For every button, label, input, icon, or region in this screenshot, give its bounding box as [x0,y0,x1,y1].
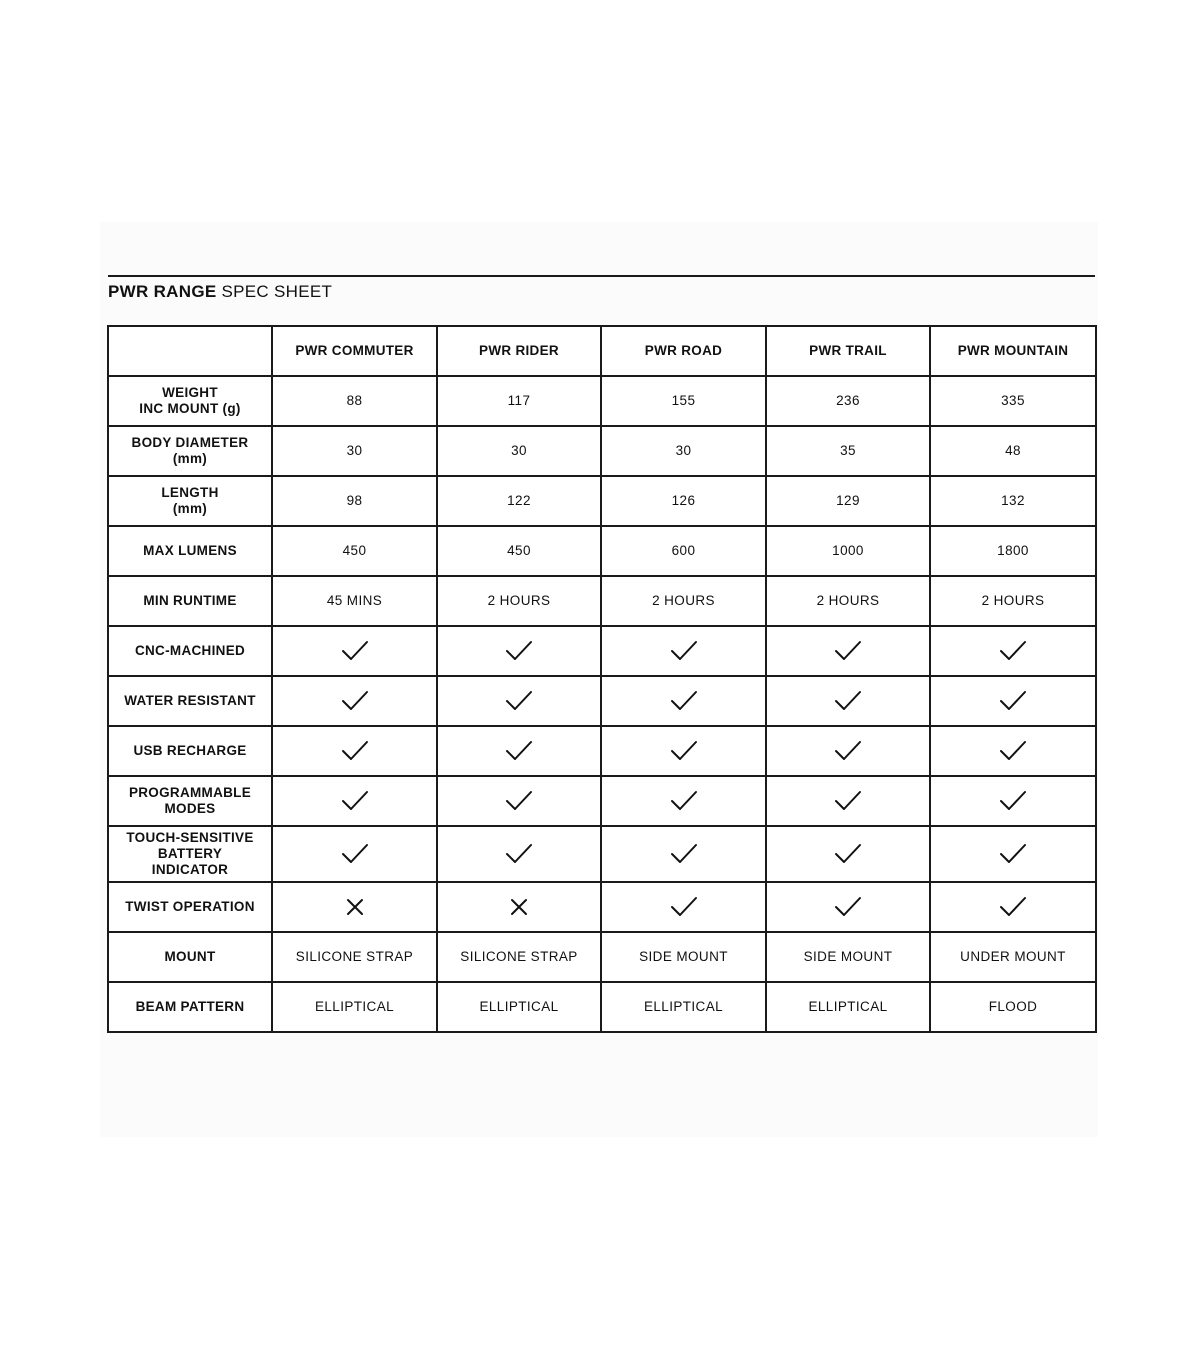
header-row [108,326,1096,376]
value-cell: 126 [601,476,766,526]
table-row [108,626,1096,676]
value-cell: 122 [437,476,601,526]
check-icon [670,639,698,663]
value-cell: SIDE MOUNT [766,932,930,982]
value-cell: SIDE MOUNT [601,932,766,982]
row-header [108,826,272,882]
row-header-line: USB RECHARGE [133,743,247,758]
check-cell [766,726,930,776]
row-header-line: INDICATOR [151,862,229,877]
check-cell [766,676,930,726]
value-cell: 117 [437,376,601,426]
check-cell [766,882,930,932]
value-cell: 132 [930,476,1096,526]
row-header-line: (mm) [172,451,208,466]
check-cell [272,676,437,726]
check-cell [766,626,930,676]
row-header-line: INC MOUNT (g) [139,401,241,416]
value-cell: ELLIPTICAL [437,982,601,1032]
value-cell: SILICONE STRAP [437,932,601,982]
table-row [108,776,1096,826]
column-header: PWR COMMUTER [272,326,437,376]
sheet-title-light: SPEC SHEET [221,282,333,301]
check-icon [670,895,698,919]
check-icon [834,689,862,713]
table-row [108,526,1096,576]
row-header [108,426,272,476]
table-row [108,576,1096,626]
value-cell: UNDER MOUNT [930,932,1096,982]
row-header-line: WATER RESISTANT [124,693,256,708]
check-icon [341,739,369,763]
table-row [108,726,1096,776]
value-cell: ELLIPTICAL [601,982,766,1032]
check-cell [601,676,766,726]
value-cell: 98 [272,476,437,526]
check-icon [505,739,533,763]
row-header-line: WEIGHT [162,385,218,400]
value-cell: 30 [272,426,437,476]
row-header-line: BODY DIAMETER [131,435,249,450]
row-header-line: BATTERY [157,846,223,861]
check-cell [601,776,766,826]
check-cell [930,626,1096,676]
value-cell: 48 [930,426,1096,476]
column-header: PWR MOUNTAIN [930,326,1096,376]
check-icon [341,689,369,713]
table-row [108,932,1096,982]
value-cell: ELLIPTICAL [272,982,437,1032]
check-cell [930,726,1096,776]
table-row [108,676,1096,726]
row-header-line: MIN RUNTIME [143,593,237,608]
check-icon [670,789,698,813]
table-row [108,426,1096,476]
row-header-line: LENGTH [161,485,219,500]
check-icon [999,895,1027,919]
row-header-line: BEAM PATTERN [135,999,245,1014]
table-row [108,476,1096,526]
check-icon [834,639,862,663]
row-header-line: TWIST OPERATION [125,899,255,914]
row-header [108,776,272,826]
value-cell: 1800 [930,526,1096,576]
table-row [108,882,1096,932]
value-cell: 1000 [766,526,930,576]
sheet-title-bold: PWR RANGE [108,282,217,301]
check-cell [930,776,1096,826]
value-cell: 30 [437,426,601,476]
row-header [108,626,272,676]
spec-table [107,325,1097,1033]
column-header: PWR ROAD [601,326,766,376]
check-cell [601,882,766,932]
check-icon [999,689,1027,713]
value-cell: 45 MINS [272,576,437,626]
row-header [108,676,272,726]
column-header: PWR RIDER [437,326,601,376]
check-cell [601,726,766,776]
check-cell [601,626,766,676]
title-rule [108,275,1095,277]
value-cell: 129 [766,476,930,526]
cross-cell [272,882,437,932]
check-cell [437,676,601,726]
cross-icon [341,895,369,919]
check-cell [437,826,601,882]
check-icon [834,842,862,866]
check-icon [341,639,369,663]
row-header-line: MOUNT [164,949,216,964]
check-icon [505,789,533,813]
row-header-line: CNC-MACHINED [134,643,246,658]
row-header-line: MODES [164,801,216,816]
value-cell: 2 HOURS [601,576,766,626]
row-header [108,376,272,426]
check-cell [272,626,437,676]
check-cell [437,726,601,776]
check-icon [834,739,862,763]
row-header-line: MAX LUMENS [143,543,237,558]
check-cell [766,826,930,882]
check-icon [999,842,1027,866]
value-cell: 2 HOURS [766,576,930,626]
check-cell [437,776,601,826]
value-cell: 450 [437,526,601,576]
row-header-line: PROGRAMMABLE [128,785,252,800]
check-icon [341,789,369,813]
corner-cell [108,326,272,376]
check-cell [272,726,437,776]
value-cell: 600 [601,526,766,576]
check-cell [272,776,437,826]
row-header [108,476,272,526]
check-cell [930,826,1096,882]
check-icon [505,639,533,663]
check-icon [670,739,698,763]
column-header: PWR TRAIL [766,326,930,376]
value-cell: 35 [766,426,930,476]
check-icon [670,689,698,713]
table-row [108,982,1096,1032]
row-header [108,932,272,982]
check-cell [930,882,1096,932]
value-cell: 236 [766,376,930,426]
table-row [108,376,1096,426]
value-cell: 155 [601,376,766,426]
sheet-title [108,282,332,302]
check-icon [670,842,698,866]
check-icon [341,842,369,866]
check-cell [437,626,601,676]
value-cell: ELLIPTICAL [766,982,930,1032]
value-cell: 88 [272,376,437,426]
value-cell: 335 [930,376,1096,426]
check-icon [834,895,862,919]
value-cell: 2 HOURS [437,576,601,626]
check-cell [272,826,437,882]
row-header [108,882,272,932]
check-cell [766,776,930,826]
check-icon [999,739,1027,763]
value-cell: 2 HOURS [930,576,1096,626]
check-icon [505,842,533,866]
row-header [108,982,272,1032]
row-header [108,526,272,576]
check-icon [999,639,1027,663]
row-header [108,576,272,626]
check-icon [999,789,1027,813]
row-header-line: TOUCH-SENSITIVE [126,830,254,845]
cross-icon [505,895,533,919]
row-header [108,726,272,776]
check-cell [930,676,1096,726]
value-cell: 450 [272,526,437,576]
table-row [108,826,1096,882]
value-cell: FLOOD [930,982,1096,1032]
value-cell: SILICONE STRAP [272,932,437,982]
cross-cell [437,882,601,932]
value-cell: 30 [601,426,766,476]
check-icon [505,689,533,713]
row-header-line: (mm) [172,501,208,516]
check-cell [601,826,766,882]
check-icon [834,789,862,813]
